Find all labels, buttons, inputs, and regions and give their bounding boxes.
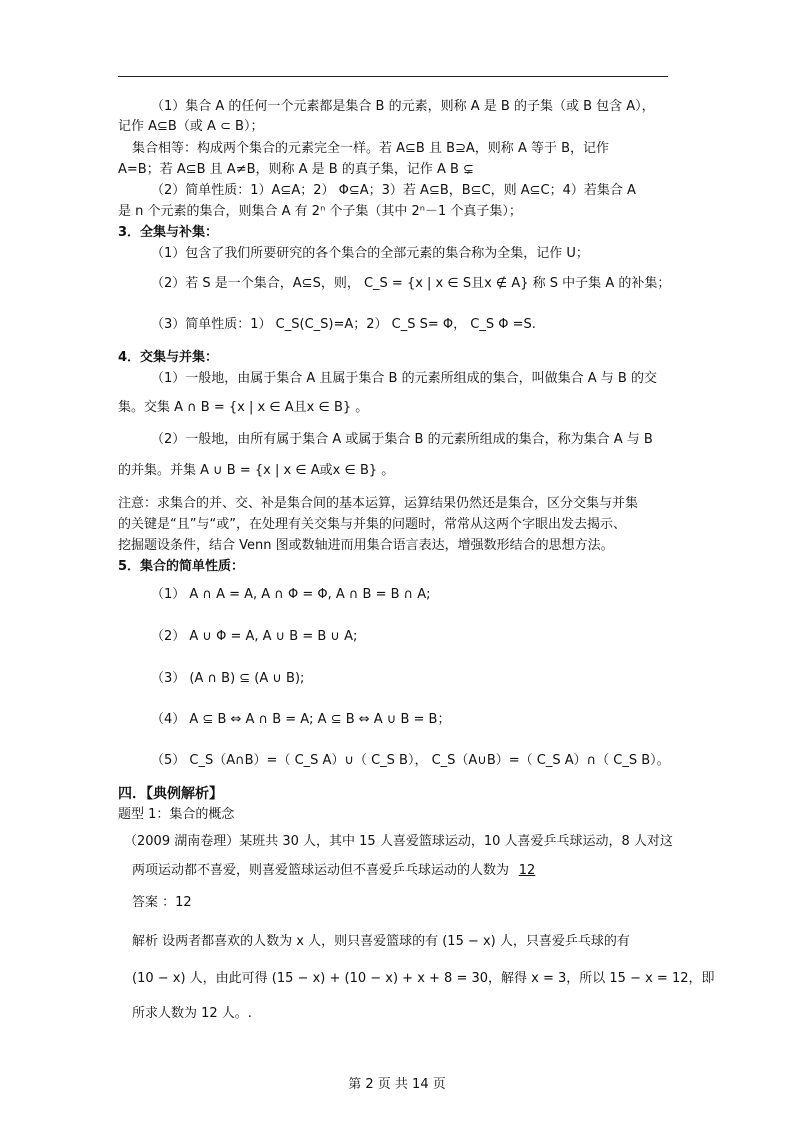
problem-line — [132, 861, 545, 881]
text-line: （1）包含了我们所要研究的各个集合的全部元素的集合称为全集，记作 U； — [151, 246, 589, 261]
section-heading: 4．交集与并集： — [118, 350, 219, 365]
property-line: （3） (A ∩ B) ⊆ (A ∪ B); — [151, 671, 305, 686]
text-line: 集合相等：构成两个集合的元素完全一样。若 A⊆B 且 B⊇A，则称 A 等于 B，记作 — [132, 141, 610, 156]
answer-blank: 12 — [518, 863, 536, 878]
text-line: （1）一般地，由属于集合 A 且属于集合 B 的元素所组成的集合，叫做集合 A 与 B 的交 — [151, 371, 657, 386]
page-footer: 第 2 页 共 14 页 — [348, 1077, 446, 1092]
subheading: 题型 1：集合的概念 — [118, 807, 235, 822]
text-line: 是 n 个元素的集合，则集合 A 有 2ⁿ 个子集（其中 2ⁿ－1 个真子集）； — [118, 204, 522, 219]
solution-line: 所求人数为 12 人。. — [132, 1006, 252, 1021]
text-line: （1）集合 A 的任何一个元素都是集合 B 的元素，则称 A 是 B 的子集（或 B 包含 A）， — [151, 99, 655, 114]
section-heading: 5．集合的简单性质： — [118, 559, 245, 574]
section-heading: 四．【典例解析】 — [118, 786, 223, 802]
solution-line: 解析 设两者都喜欢的人数为 x 人，则只喜爱篮球的有 (15 − x) 人，只喜爱乒乓球的有 — [132, 934, 630, 949]
text-line: （3）简单性质：1） C_S(C_S)=A；2） C_S S= Φ， C_S Φ =S. — [151, 317, 536, 332]
property-line: （1） A ∩ A = A, A ∩ Φ = Φ, A ∩ B = B ∩ A; — [151, 587, 431, 602]
text-line: （2）简单性质：1）A⊆A；2） Φ⊆A；3）若 A⊆B，B⊆C，则 A⊆C；4）若集合 A — [151, 183, 636, 198]
answer-line: 答案 ：12 — [132, 895, 192, 910]
text-line: 的并集。并集 A ∪ B = {x | x ∈ A或x ∈ B} 。 — [118, 463, 395, 478]
text-line: （2）若 S 是一个集合，A⊆S，则， C_S = {x | x ∈ S且x ∉ A} 称 S 中子集 A 的补集； — [151, 276, 671, 291]
header-rule — [118, 76, 668, 77]
property-line: （2） A ∪ Φ = A, A ∪ B = B ∪ A; — [151, 629, 358, 644]
text-line: 集。交集 A ∩ B = {x | x ∈ A且x ∈ B} 。 — [118, 400, 369, 415]
text-line: （2）一般地，由所有属于集合 A 或属于集合 B 的元素所组成的集合，称为集合 A 与 B — [151, 432, 653, 447]
property-line: （4） A ⊆ B ⇔ A ∩ B = A; A ⊆ B ⇔ A ∪ B = B； — [151, 712, 451, 727]
solution-line: (10 − x) 人，由此可得 (15 − x) + (10 − x) + x + 8 = 30，解得 x = 3，所以 15 − x = 12，即 — [132, 971, 715, 986]
text-line: A=B；若 A⊆B 且 A≠B，则称 A 是 B 的真子集，记作 A B ⊊ — [118, 162, 474, 177]
note-line: 注意：求集合的并、交、补是集合间的基本运算，运算结果仍然还是集合，区分交集与并集 — [118, 496, 639, 511]
problem-line: （2009 湖南卷理）某班共 30 人，其中 15 人喜爱篮球运动，10 人喜爱乒乓球运动，8 人对这 — [124, 834, 673, 849]
problem-text: 两项运动都不喜爱，则喜爱篮球运动但不喜爱乒乓球运动的人数为 — [132, 863, 510, 878]
note-line: 挖掘题设条件，结合 Venn 图或数轴进而用集合语言表达，增强数形结合的思想方法。 — [118, 538, 614, 553]
text-line: 记作 A⊆B（或 A ⊂ B）； — [118, 119, 264, 134]
property-line: （5） C_S（A∩B）=（ C_S A）∪（ C_S B）， C_S（A∪B）=（ C_S A）∩（ C_S B）。 — [151, 753, 670, 768]
note-line: 的关键是“且”与“或”，在处理有关交集与并集的问题时，常常从这两个字眼出发去揭示、 — [118, 517, 626, 532]
section-heading: 3．全集与补集： — [118, 225, 219, 240]
